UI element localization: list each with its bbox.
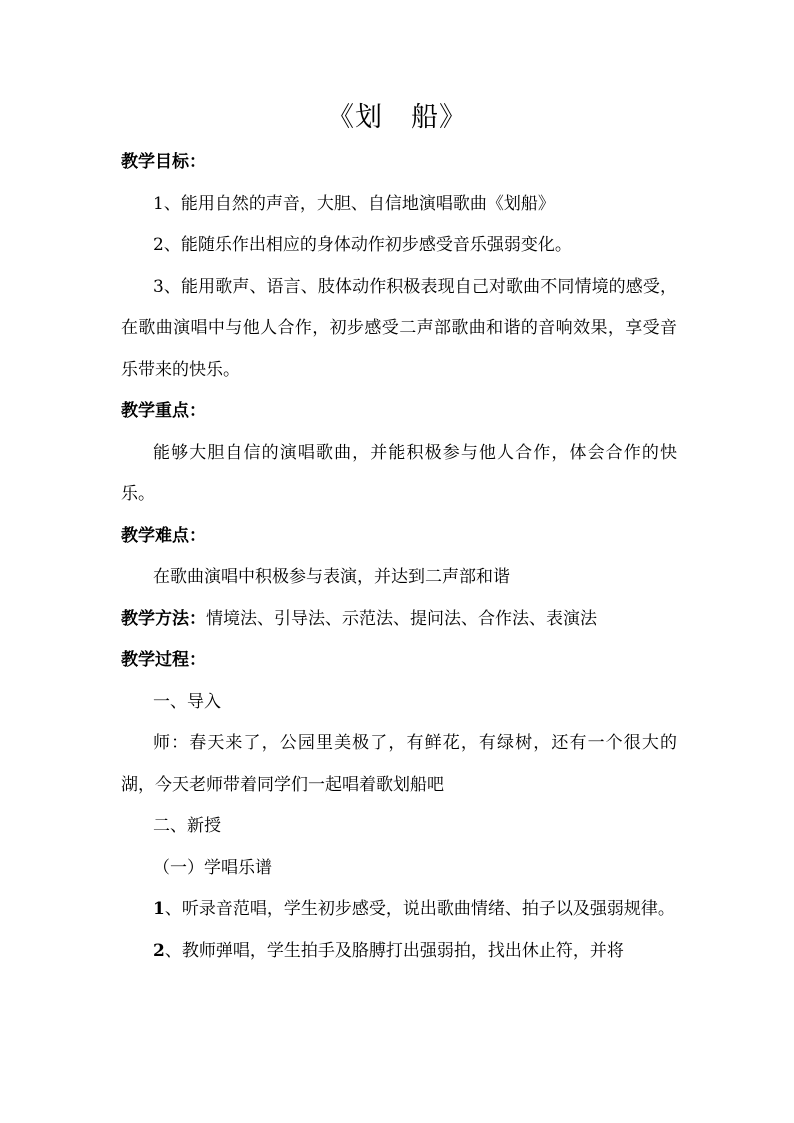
methods-heading: 教学方法： (121, 608, 206, 629)
step-number: 1 (153, 899, 165, 919)
objective-item: 1、能用自然的声音，大胆、自信地演唱歌曲《划船》 (153, 193, 555, 214)
key-points-text: 能够大胆自信的演唱歌曲，并能积极参与他人合作，体会合作的快乐。 (121, 442, 677, 504)
methods-text: 情境法、引导法、示范法、提问法、合作法、表演法 (206, 608, 597, 629)
step-text: 、听录音范唱，学生初步感受，说出歌曲情绪、拍子以及强弱规律。 (164, 899, 675, 919)
step-item (121, 889, 677, 931)
objectives-heading: 教学目标： (121, 152, 206, 172)
step-item (121, 931, 677, 973)
step-text: 、教师弹唱，学生拍手及胳膊打出强弱拍，找出休止符，并将 (164, 940, 624, 961)
subsection-title-score: （一）学唱乐谱 (153, 857, 272, 878)
section-title-new-lesson: 二、新授 (153, 816, 221, 836)
objective-item: 2、能随乐作出相应的身体动作初步感受音乐强弱变化。 (153, 235, 572, 255)
objective-item: 3、能用歌声、语言、肢体动作积极表现自己对歌曲不同情境的感受，在歌曲演唱中与他人合作，初步感受二声部歌曲和谐的音响效果，享受音乐带来的快乐。 (121, 276, 677, 380)
section-intro-text: 师：春天来了，公园里美极了，有鲜花，有绿树，还有一个很大的湖，今天老师带着同学们一起唱着歌划船吧 (121, 733, 677, 795)
difficulties-text: 在歌曲演唱中积极参与表演，并达到二声部和谐 (153, 567, 510, 587)
document-title: 《划 船》 (327, 102, 467, 133)
difficulties-heading: 教学难点： (121, 525, 206, 546)
step-number: 2 (153, 940, 165, 961)
process-heading: 教学过程： (121, 650, 206, 670)
section-title-intro: 一、导入 (153, 691, 221, 712)
document-body (121, 142, 677, 972)
methods-line (121, 599, 677, 641)
key-points-heading: 教学重点： (121, 401, 206, 421)
